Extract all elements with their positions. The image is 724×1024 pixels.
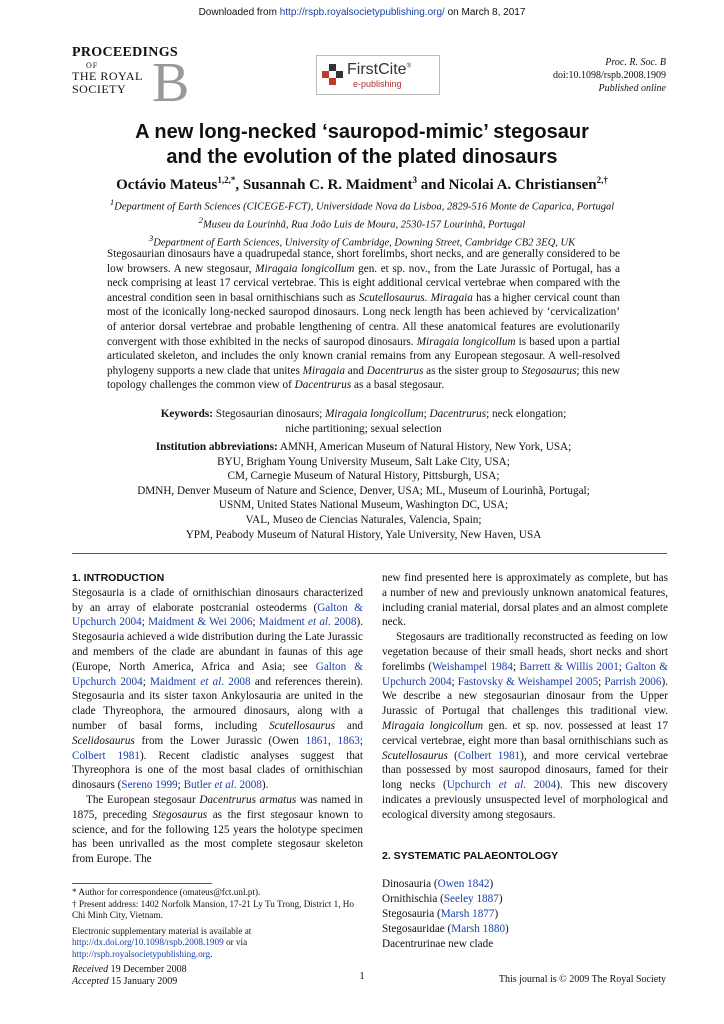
download-link[interactable]: http://rspb.royalsocietypublishing.org/ [279,7,445,18]
citation-link[interactable]: Maidment et al. 2008 [258,616,357,629]
footnote-divider [72,883,212,884]
citation-link[interactable]: Sereno 1999 [121,779,178,792]
affiliations [0,196,724,250]
journal-link[interactable]: http://rspb.royalsocietypublishing.org [72,948,211,959]
firstcite-subtitle: e-publishing [353,79,402,89]
institutions-label: Institution abbreviations: [155,441,278,453]
citation-link[interactable]: Marsh 1877 [440,907,495,920]
citation-link[interactable]: Butler et al. 2008 [183,779,262,792]
left-column [72,571,363,867]
dates: Received 19 December 2008 Accepted 15 January 2009 [72,964,187,987]
affiliation: $^3$Department of Earth Sciences, University of Cambridge, Downing Street, Cambridge CB2 3EQ, UK [148,233,576,249]
institution-abbreviations: Institution abbreviations: AMNH, American Museum of Natural History, New York, USA; BYU, Brigham Young University Museum, Salt Lake City, USA; CM, Carnegie Museum of Natural History, Pittsburgh, USA; DMNH, Denver Museum of Nature and Science, Denver, USA; ML, Museum of Lourinhã, Portugal; USNM, United States National Museum, Washington DC, USA; VAL, Museo de Ciencias Naturales, Valencia, Spain; YPM, Peabody Museum of Natural History, Yale University, New Haven, USA [137,441,590,541]
citation-link[interactable]: Upchurch et al. 2004 [446,779,557,792]
journal-abbrev: Proc. R. Soc. B [605,57,666,68]
publication-status: Published online [598,83,666,94]
abstract: Stegosaurian dinosaurs have a quadrupedal stance, short forelimbs, short necks, and are generally considered to be low browsers. A new stegosaur, Miragaia longicollum gen. et sp. nov., from the Late Jurassic of Portugal, has a neck comprising at least 17 cervical vertebrae. This is eight additional cervical vertebrae when compared with the ancestral condition seen in basal ornithischians such as Scutellosaurus. Miragaia has a higher cervical count than most of the iconically long-necked sauropod dinosaurs. Long neck length has been achieved by ‘cervicalization’ of anterior dorsal vertebrae and probable lengthening of centra. All these anatomical features are evolutionarily convergent with those exhibited in the necks of sauropod dinosaurs. Miragaia longicollum is based upon a partial articulated skeleton, and includes the only known cranial remains from any European stegosaur. A well-resolved phylogeny supports a new clade that unites Miragaia and Dacentrurus as the sister group to Stegosaurus; this new topology challenges the common view of Dacentrurus as a basal stegosaur. [107,248,621,392]
author-list: Octávio Mateus$^{1,2,*}$, Susannah C. R. Maidment$^3$ and Nicolai A. Christiansen$^{2,\dagger}$ [116,175,608,193]
logo-of: OF [86,61,99,70]
citation-link[interactable]: Parrish 2006 [604,675,662,688]
citation-link[interactable]: Fastovsky & Weishampel 2005 [457,675,599,688]
logo-proceedings: PROCEEDINGS [72,45,178,60]
affiliation: $^1$Department of Earth Sciences (CICEGE-FCT), Universidade Nova da Lisboa, 2829-516 Monte de Caparica, Portugal [109,197,615,213]
paragraph: The European stegosaur Dacentrurus armatus was named in 1875, preceding Stegosaurus as the first stegosaur known to science, and for the following 125 years the holotype specimen has been unrivalled as the most complete stegosaur skeleton from Europe. The [72,793,364,866]
citation-link[interactable]: Barrett & Willis 2001 [519,660,619,673]
citation-link[interactable]: Galton & Upchurch 2004 [382,660,669,688]
citation-link[interactable]: 1863 [337,734,360,747]
firstcite-icon [322,63,344,85]
citation-link[interactable]: Colbert 1981 [72,749,140,762]
citation-link[interactable]: Galton & Upchurch 2004 [72,601,364,629]
journal-logo [72,45,190,114]
citation-link[interactable]: Marsh 1880 [451,922,506,935]
divider [72,553,667,554]
taxon-line: Stegosauridae (Marsh 1880) [382,922,509,935]
citation-link[interactable]: Colbert 1981 [457,749,521,762]
copyright: This journal is © 2009 The Royal Society [498,974,666,985]
affiliation: $^2$Museu da Lourinhã, Rua João Luis de Moura, 2530-157 Lourinhã, Portugal [198,215,526,231]
footnote: Electronic supplementary material is available at http://dx.doi.org/10.1098/rspb.2008.1909 or via http://rspb.royalsocietypublishing.org. [72,925,252,959]
download-notice: Downloaded from http://rspb.royalsocietypublishing.org/ on March 8, 2017 [198,7,526,18]
paragraph: Stegosaurs are traditionally reconstructed as feeding on low vegetation because of their small heads, short necks and short forelimbs (Weishampel 1984; Barrett & Willis 2001; Galton & Upchurch 2004; Fastovsky & Weishampel 2005; Parrish 2006). We describe a new stegosaurian dinosaur from the Upper Jurassic of Portugal that challenges this traditional view. Miragaia longicollum gen. et sp. nov. possessed at least 17 cervical vertebrae, eight more than basal ornithischians such as Scutellosaurus (Colbert 1981), and more cervical vertebrae than possessed by most sauropod dinosaurs, famed for their long necks (Upchurch et al. 2004). This new discovery indicates a previously unsuspected level of morphological and ecological diversity among stegosaurs. [382,631,669,821]
article-title: A new long-necked ‘sauropod-mimic’ stegosaur and the evolution of the plated dinosaurs [135,121,589,168]
logo-the-royal: THE ROYAL [72,69,143,83]
taxon-line: Dacentrurinae new clade [382,937,494,950]
paragraph: new find presented here is approximately as complete, but has a number of new and previously unknown anatomical features, including cranial material, dorsal plates and an almost complete neck. [382,572,668,629]
footnote: * Author for correspondence (omateus@fct.unl.pt). [72,887,261,897]
firstcite-name: FirstCite® [347,61,411,78]
keywords: Keywords: Stegosaurian dinosaurs; Miragaia longicollum; Dacentrurus; neck elongation; niche partitioning; sexual selection [160,408,567,435]
citation-link[interactable]: Maidment et al. 2008 [150,675,251,688]
footnotes [72,887,363,960]
citation-link[interactable]: Weishampel 1984 [432,660,513,673]
doi: doi:10.1098/rspb.2008.1909 [552,70,666,81]
citation-info [553,56,666,95]
taxon-line: Dinosauria (Owen 1842) [382,878,494,891]
keywords-label: Keywords: [160,408,213,420]
right-column [382,571,668,951]
citation-link[interactable]: Galton & Upchurch 2004 [72,660,363,688]
section-heading-systematic: 2. SYSTEMATIC PALAEONTOLOGY [382,849,559,862]
logo-society: SOCIETY [72,82,127,96]
paragraph: Stegosauria is a clade of ornithischian dinosaurs characterized by an array of elaborate postcranial osteoderms (Galton & Upchurch 2004; Maidment & Wei 2006; Maidment et al. 2008). Stegosauria achieved a wide distribution during the Late Jurassic and members of the clade are abundant in faunas of this age (Europe, North America, Africa and Asia; see Galton & Upchurch 2004; Maidment et al. 2008 and references therein). Stegosauria and its sister taxon Ankylosauria are united in the clade Thyreophora, the armoured dinosaurs, along with a number of basal forms, including Scutellosaurus and Scelidosaurus from the Lower Jurassic (Owen 1861, 1863; Colbert 1981). Recent cladistic analyses suggest that Thyreophora is one of the most basal clades of ornithischian dinosaurs (Sereno 1999; Butler et al. 2008). [72,586,364,792]
citation-link[interactable]: Owen 1842 [437,878,490,891]
citation-link[interactable]: Seeley 1887 [443,893,499,906]
section-heading-introduction: 1. INTRODUCTION [72,572,165,584]
citation-link[interactable]: 1861 [305,734,328,747]
citation-link[interactable]: Maidment & Wei 2006 [148,616,253,629]
supplementary-link[interactable]: http://dx.doi.org/10.1098/rspb.2008.1909 [72,937,224,947]
logo-letter-b: B [152,52,190,114]
page-number: 1 [359,970,365,982]
taxon-line: Stegosauria (Marsh 1877) [382,907,499,920]
taxon-line: Ornithischia (Seeley 1887) [382,893,503,906]
footnote: † Present address: 1402 Norfolk Mansion, 17-21 Ly Tu Trong, District 1, Ho Chi Minh City, Vietnam. [72,898,355,920]
firstcite-logo [316,55,440,95]
